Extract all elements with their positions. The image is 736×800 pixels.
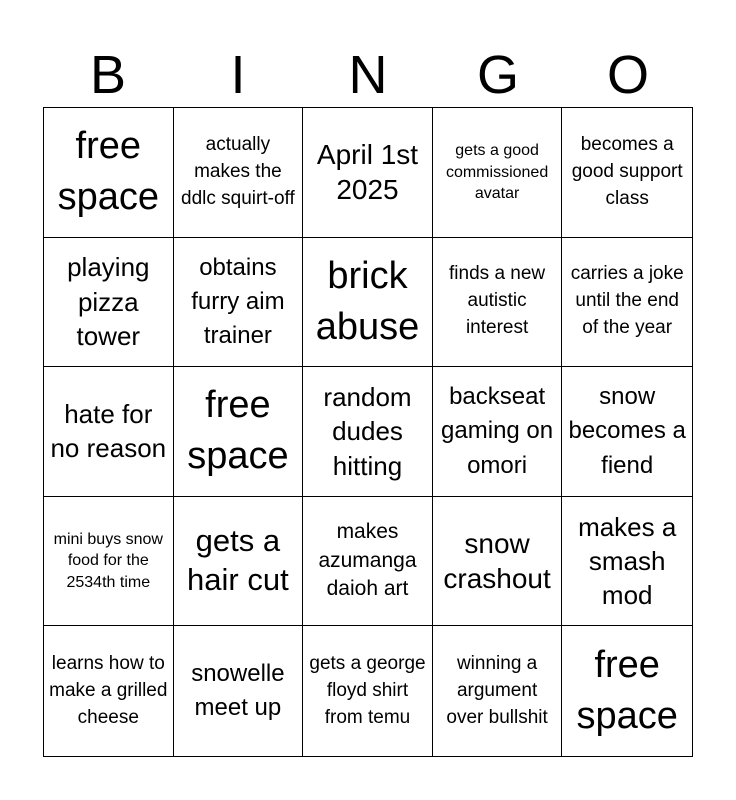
header-letter-b: B bbox=[89, 45, 127, 105]
cell-text: finds a new autistic interest bbox=[449, 263, 546, 339]
cell-text: obtains furry aim trainer bbox=[191, 253, 285, 349]
bingo-cell-r2-c3[interactable] bbox=[303, 238, 433, 368]
bingo-cell-r3-c5[interactable] bbox=[562, 367, 692, 497]
bingo-cell-r5-c3[interactable] bbox=[303, 626, 433, 756]
bingo-cell-r1-c3[interactable] bbox=[303, 108, 433, 238]
header-letter-n: N bbox=[348, 45, 388, 105]
cell-text: playing pizza tower bbox=[67, 252, 150, 352]
header-letter-i: I bbox=[230, 45, 246, 105]
bingo-cell-r2-c1[interactable] bbox=[44, 238, 174, 368]
bingo-cell-r5-c2[interactable] bbox=[174, 626, 304, 756]
cell-text: snow crashout bbox=[443, 528, 551, 595]
bingo-cell-r2-c4[interactable] bbox=[433, 238, 563, 368]
bingo-cell-r3-c2[interactable] bbox=[174, 367, 304, 497]
cell-text: snow becomes a fiend bbox=[568, 383, 686, 479]
cell-text: carries a joke until the end of the year bbox=[570, 263, 684, 339]
cell-text: random dudes hitting bbox=[323, 382, 412, 481]
cell-text: backseat gaming on omori bbox=[441, 383, 554, 479]
cell-text: free space bbox=[57, 125, 159, 219]
bingo-cell-r4-c1[interactable] bbox=[44, 497, 174, 627]
bingo-cell-r4-c4[interactable] bbox=[433, 497, 563, 627]
cell-text: learns how to make a grilled cheese bbox=[49, 652, 168, 728]
cell-text: mini buys snow food for the 2534th time bbox=[53, 530, 163, 591]
cell-text: actually makes the ddlc squirt-off bbox=[181, 133, 295, 209]
cell-text: winning a argument over bullshit bbox=[446, 652, 548, 728]
bingo-cell-r4-c2[interactable] bbox=[174, 497, 304, 627]
cell-text: gets a george floyd shirt from temu bbox=[309, 652, 426, 728]
bingo-cell-r5-c1[interactable] bbox=[44, 626, 174, 756]
bingo-cell-r5-c4[interactable] bbox=[433, 626, 563, 756]
cell-text: free space bbox=[187, 384, 289, 478]
bingo-cell-r1-c4[interactable] bbox=[433, 108, 563, 238]
cell-text: hate for no reason bbox=[50, 399, 167, 464]
header-letter-o: O bbox=[606, 45, 649, 105]
bingo-cell-r1-c2[interactable] bbox=[174, 108, 304, 238]
bingo-cell-r4-c3[interactable] bbox=[303, 497, 433, 627]
bingo-cell-r3-c1[interactable] bbox=[44, 367, 174, 497]
cell-text: free space bbox=[576, 643, 678, 738]
bingo-cell-r5-c5[interactable] bbox=[562, 626, 692, 756]
cell-text: becomes a good support class bbox=[571, 133, 683, 209]
cell-text: April 1st 2025 bbox=[316, 139, 419, 206]
bingo-cell-r1-c1[interactable] bbox=[44, 108, 174, 238]
bingo-cell-r2-c2[interactable] bbox=[174, 238, 304, 368]
cell-text: makes a smash mod bbox=[578, 511, 677, 611]
bingo-header bbox=[43, 44, 693, 106]
cell-text: snowelle meet up bbox=[191, 660, 285, 722]
bingo-board bbox=[43, 107, 693, 757]
cell-text: makes azumanga daioh art bbox=[318, 519, 417, 601]
cell-text: brick abuse bbox=[315, 254, 420, 348]
cell-text: gets a good commissioned avatar bbox=[445, 141, 549, 203]
bingo-cell-r3-c3[interactable] bbox=[303, 367, 433, 497]
bingo-cell-r4-c5[interactable] bbox=[562, 497, 692, 627]
bingo-cell-r2-c5[interactable] bbox=[562, 238, 692, 368]
bingo-cell-r1-c5[interactable] bbox=[562, 108, 692, 238]
header-letter-g: G bbox=[476, 45, 519, 105]
cell-text: gets a hair cut bbox=[187, 523, 289, 598]
bingo-cell-r3-c4[interactable] bbox=[433, 367, 563, 497]
